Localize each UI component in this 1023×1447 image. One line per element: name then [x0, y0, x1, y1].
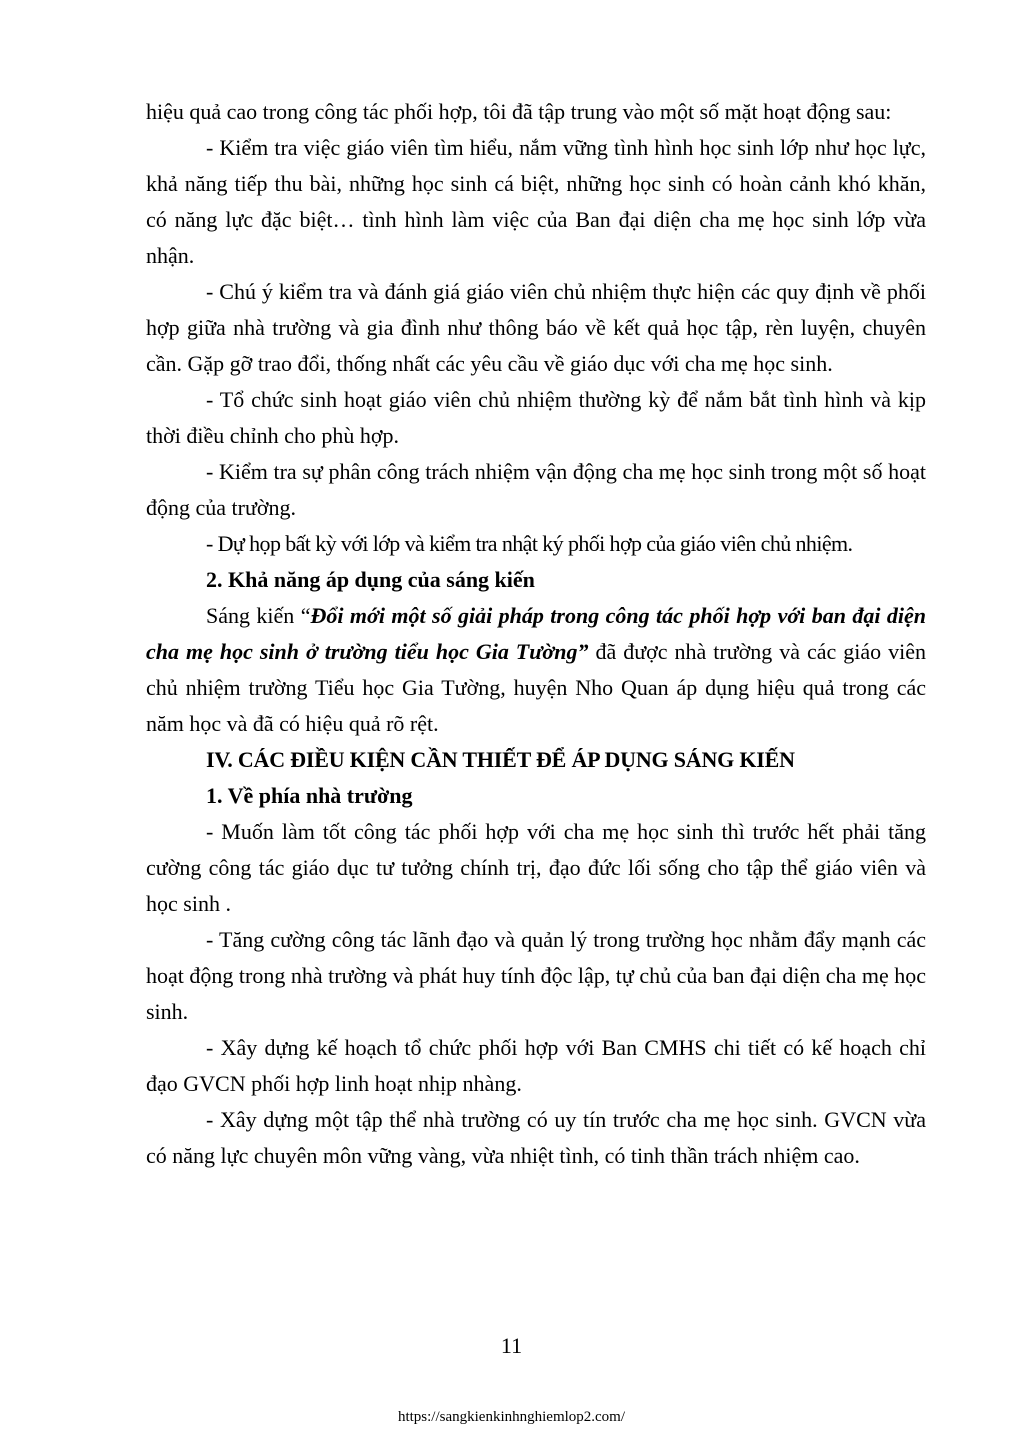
- document-body: [146, 94, 926, 1174]
- section-heading-conditions: IV. CÁC ĐIỀU KIỆN CẦN THIẾT ĐỂ ÁP DỤNG SÁNG KIẾN: [206, 747, 795, 772]
- initiative-title: Đổi mới một số giải pháp trong công tác phối hợp với ban đại diện cha mẹ học sinh ở trường tiểu học Gia Tường”: [146, 603, 926, 664]
- subsection-heading-school: 1. Về phía nhà trường: [206, 783, 413, 808]
- paragraph-condition-plan: - Xây dựng kế hoạch tổ chức phối hợp với Ban CMHS chi tiết có kế hoạch chỉ đạo GVCN phối hợp linh hoạt nhịp nhàng.: [146, 1035, 926, 1096]
- paragraph-condition-education: - Muốn làm tốt công tác phối hợp với cha mẹ học sinh thì trước hết phải tăng cường công tác giáo dục tư tưởng chính trị, đạo đức lối sống cho tập thể giáo viên và học sinh .: [146, 819, 926, 916]
- page-number: 11: [500, 1333, 523, 1358]
- initiative-suffix: đã được nhà trường và các giáo viên chủ nhiệm trường Tiểu học Gia Tường, huyện Nho Quan áp dụng hiệu quả trong các năm học và đã có hiệu quả rõ rệt.: [146, 639, 926, 736]
- section-heading-applicability: 2. Khả năng áp dụng của sáng kiến: [206, 567, 535, 592]
- paragraph-check-teacher: - Kiểm tra việc giáo viên tìm hiểu, nắm vững tình hình học sinh lớp như học lực, khả năng tiếp thu bài, những học sinh cá biệt, những học sinh có hoàn cảnh khó khăn, có năng lực đặc biệt… tình hình làm việc của Ban đại diện cha mẹ học sinh lớp vừa nhận.: [146, 135, 926, 268]
- paragraph-condition-reputation: - Xây dựng một tập thể nhà trường có uy tín trước cha mẹ học sinh. GVCN vừa có năng lực chuyên môn vững vàng, vừa nhiệt tình, có tinh thần trách nhiệm cao.: [146, 1107, 926, 1168]
- paragraph-condition-leadership: - Tăng cường công tác lãnh đạo và quản lý trong trường học nhằm đẩy mạnh các hoạt động trong nhà trường và phát huy tính độc lập, tự chủ của ban đại diện cha mẹ học sinh.: [146, 927, 926, 1024]
- paragraph-assign-duty: - Kiểm tra sự phân công trách nhiệm vận động cha mẹ học sinh trong một số hoạt động của trường.: [146, 459, 926, 520]
- initiative-prefix: Sáng kiến “: [206, 603, 311, 628]
- footer-url: https://sangkienkinhnghiemlop2.com/: [397, 1409, 626, 1425]
- paragraph-attend-class: - Dự họp bất kỳ với lớp và kiểm tra nhật ký phối hợp của giáo viên chủ nhiệm.: [206, 531, 853, 556]
- paragraph-organize-meeting: - Tổ chức sinh hoạt giáo viên chủ nhiệm thường kỳ để nắm bắt tình hình và kịp thời điều chỉnh cho phù hợp.: [146, 387, 926, 448]
- paragraph-initiative: [146, 598, 926, 742]
- paragraph-intro: hiệu quả cao trong công tác phối hợp, tôi đã tập trung vào một số mặt hoạt động sau:: [146, 99, 892, 124]
- paragraph-evaluate-teacher: - Chú ý kiểm tra và đánh giá giáo viên chủ nhiệm thực hiện các quy định về phối hợp giữa nhà trường và gia đình như thông báo về kết quả học tập, rèn luyện, chuyên cần. Gặp gỡ trao đổi, thống nhất các yêu cầu về giáo dục với cha mẹ học sinh.: [146, 279, 926, 376]
